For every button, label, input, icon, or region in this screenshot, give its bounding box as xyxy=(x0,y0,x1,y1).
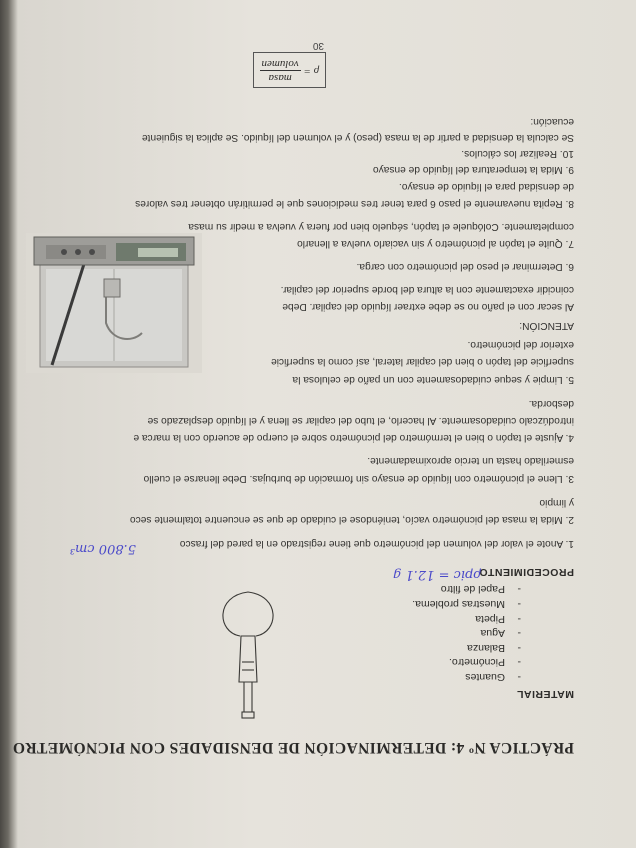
procedure-step: desborda. xyxy=(528,398,574,409)
material-item: - Papel de filtro xyxy=(412,582,521,597)
material-list xyxy=(412,582,521,684)
pycnometer-illustration xyxy=(211,582,281,722)
procedure-step: Se calcula la densidad a partir de la masa (peso) y el volumen del líquido. Se aplica la siguiente xyxy=(141,132,574,143)
procedure-step: Al secar con el paño no se debe extraer líquido del capilar. Debe xyxy=(282,301,574,312)
procedure-step: 2. Mida la masa del picnómetro vacío, teniéndose el cuidado de que se encuentre totalmente seco xyxy=(130,514,574,525)
procedure-step: 3. Llene el picnómetro con líquido de ensayo sin formación de burbujas. Debe llenarse el cuello xyxy=(143,473,574,484)
page-number: 30 xyxy=(312,40,324,51)
page-title: PRÁCTICA Nº 4: DETERMINACIÓN DE DENSIDADES CON PICNÓMETRO xyxy=(12,739,574,756)
formula-rho: ρ = xyxy=(303,64,319,77)
material-item: - Picnómetro. xyxy=(412,655,521,670)
procedure-step: superficie del tapón o bien del capilar lateral, así como la superficie xyxy=(271,356,574,367)
density-formula xyxy=(253,52,326,88)
formula-denominator: volumen xyxy=(261,58,299,70)
density-balance-photo xyxy=(26,233,202,373)
material-heading: MATERIAL xyxy=(516,688,574,700)
procedure-step: 8. Repita nuevamente el paso 6 para tener tres mediciones que le permitirán obtener tres valores xyxy=(135,198,574,209)
material-item: - Pipeta xyxy=(412,611,521,626)
procedure-step: esmerilado hasta un tercio aproximadamente. xyxy=(367,455,574,466)
material-item: - Agua xyxy=(412,626,521,641)
attention-label: ATENCIÓN: xyxy=(519,320,574,331)
procedure-step: 6. Determinar el peso del picnómetro con carga. xyxy=(356,261,574,272)
handwritten-density: ρpic = 12.1 g xyxy=(393,567,481,582)
procedure-step: exterior del picnómetro. xyxy=(467,339,574,350)
procedure-heading: PROCEDIMIENTO xyxy=(479,566,574,578)
procedure-step: 10. Realizar los cálculos. xyxy=(461,148,574,159)
procedure-step: de densidad para el líquido de ensayo. xyxy=(398,181,574,192)
procedure-step: ecuación: xyxy=(530,116,574,127)
procedure-step: 4. Ajuste el tapón o bien el termómetro del picnómetro sobre el cuerpo de acuerdo con la marca e xyxy=(133,432,574,443)
formula-fraction xyxy=(260,57,301,84)
material-item: - Balanza xyxy=(412,640,521,655)
procedure-step: completamente. Colóquele el tapón, séquelo bien por fuera y vuelva a medir su masa xyxy=(188,221,574,232)
material-item: - Muestras problema. xyxy=(412,596,521,611)
procedure-step: 1. Anote el valor del volumen del picnómetro que tiene registrado en la pared del frasco xyxy=(179,538,574,549)
procedure-step: 7. Quite el tapón al picnómetro y sin vaciarlo vuelva a llenarlo xyxy=(297,238,574,249)
formula-numerator: masa xyxy=(260,70,301,84)
procedure-step: y limpio xyxy=(539,497,574,508)
handwritten-volume: 5.800 cm³ xyxy=(69,541,136,556)
procedure-step: coincidir exactamente con la altura del borde superior del capilar. xyxy=(280,284,574,295)
procedure-step: introdúzcalo cuidadosamente. Al hacerlo, el tubo del capilar se llena y el líquido desplazado se xyxy=(147,415,574,426)
procedure-step: 5. Limpie y seque cuidadosamente con un paño de celulosa la xyxy=(292,374,574,385)
procedure-step: 9. Mida la temperatura del líquido de ensayo xyxy=(372,164,574,175)
material-item: - Guantes xyxy=(412,669,521,684)
